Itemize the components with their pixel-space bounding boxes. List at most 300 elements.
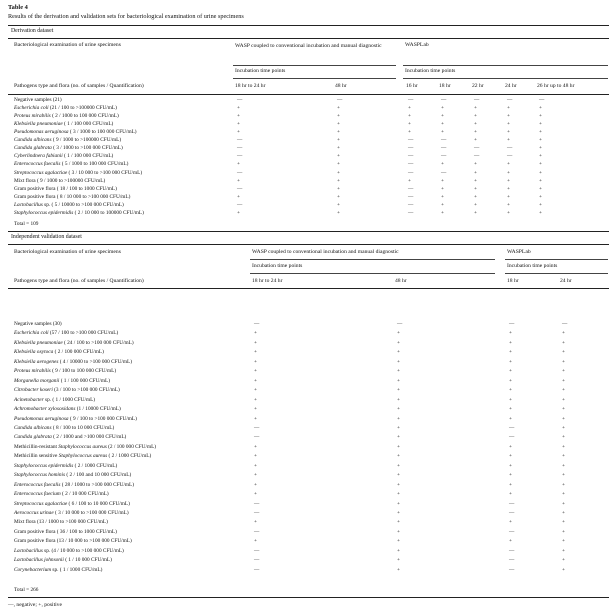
validation-result-cell: + (509, 415, 512, 422)
validation-row-label-part: Escherichia coli (14, 330, 49, 337)
derivation-result-cell: + (408, 177, 411, 184)
validation-result-cell: + (562, 396, 565, 403)
derivation-result-cell: + (337, 201, 340, 208)
derivation-total: Total = 109 (14, 221, 39, 227)
validation-result-cell: — (254, 510, 260, 516)
derivation-result-cell: + (237, 209, 240, 216)
validation-result-cell: + (562, 406, 565, 413)
validation-result-cell: + (254, 462, 257, 469)
validation-result-cell: + (562, 462, 565, 469)
derivation-row-label-part: ( 3 / 1000 to 100 000 CFU/mL) (68, 129, 137, 136)
derivation-result-cell: + (539, 145, 542, 152)
derivation-result-cell: + (441, 185, 444, 192)
validation-col-header-0: 18 hr to 24 hr (252, 278, 283, 284)
derivation-row-label (14, 179, 105, 184)
validation-result-cell: + (397, 519, 400, 526)
validation-row-label-part: Candida albicans (14, 424, 52, 431)
validation-result-cell: + (509, 472, 512, 479)
validation-row-label (14, 483, 134, 488)
validation-row-label-part: Klebsiella oxytoca (14, 349, 54, 356)
derivation-result-cell: + (441, 161, 444, 168)
derivation-result-cell: + (337, 105, 340, 112)
validation-result-cell: — (254, 547, 260, 554)
derivation-row-label (14, 114, 119, 119)
validation-row-label (14, 369, 116, 374)
validation-row-label-part: sp. ( 1 / 1000 CFU/mL) (43, 396, 96, 403)
validation-result-cell: + (562, 330, 565, 337)
derivation-col-header-2: 16 hr (406, 83, 418, 89)
validation-result-cell: + (397, 462, 400, 469)
validation-row-label-part: Achromobacter xylosoxidans (14, 406, 76, 413)
derivation-result-cell: — (441, 169, 447, 176)
validation-result-cell: + (397, 491, 400, 498)
validation-result-cell: + (509, 339, 512, 346)
derivation-result-cell: — (237, 137, 243, 144)
derivation-result-cell: + (507, 193, 510, 200)
validation-col-header-1: 48 hr (395, 278, 407, 284)
validation-result-cell: — (397, 321, 403, 327)
derivation-result-cell: + (337, 137, 340, 144)
validation-row-label (14, 473, 131, 478)
derivation-row-label-part: Lactobacillus (14, 201, 43, 208)
validation-row-label-part: Gram positive flora (13 / 10 000 to >100 000 CFU/mL) (14, 538, 132, 545)
validation-result-cell: + (397, 358, 400, 365)
derivation-row-label-part: Cyberlindnera fabianii (14, 153, 63, 160)
validation-row-label (14, 464, 117, 469)
derivation-result-cell: + (474, 129, 477, 136)
validation-total: Total = 266 (14, 587, 39, 593)
derivation-row-label (14, 162, 128, 167)
derivation-row-label-part: Proteus mirabilis (14, 113, 51, 120)
validation-result-cell: + (397, 368, 400, 375)
derivation-row-label-part: ( 9 / 1000 to >100000 CFU/mL) (51, 137, 122, 144)
derivation-result-cell: + (507, 177, 510, 184)
derivation-result-cell: + (337, 113, 340, 120)
validation-result-cell: — (509, 500, 515, 507)
validation-result-cell: + (397, 415, 400, 422)
validation-result-cell: + (254, 538, 257, 545)
validation-result-cell: + (562, 415, 565, 422)
validation-row-label-part: (57 / 100 to >100 000 CFU/mL) (48, 330, 119, 337)
validation-result-cell: + (562, 528, 565, 535)
validation-result-cell: + (397, 339, 400, 346)
validation-result-cell: + (397, 566, 400, 573)
validation-result-cell: + (397, 481, 400, 488)
validation-row-label-part: Corynebacterium (14, 566, 52, 573)
derivation-row-label-part: Candida albicans (14, 137, 52, 144)
validation-result-cell: + (509, 368, 512, 375)
derivation-result-cell: + (539, 177, 542, 184)
derivation-result-cell: + (507, 209, 510, 216)
derivation-result-cell: + (441, 129, 444, 136)
validation-result-cell: — (509, 557, 515, 564)
derivation-row-label-part: (21 / 100 to >100000 CFU/mL) (48, 105, 117, 112)
validation-row-label (14, 568, 102, 573)
validation-row-label-part: ( 6 / 100 to 10 000 CFU/mL) (67, 500, 130, 507)
validation-result-cell: + (397, 406, 400, 413)
derivation-result-cell: + (237, 105, 240, 112)
derivation-title: Derivation dataset (11, 28, 54, 34)
derivation-wasplab-rule (403, 65, 608, 66)
derivation-result-cell: — (474, 145, 480, 152)
validation-result-cell: + (254, 377, 257, 384)
derivation-row-label (14, 187, 117, 192)
derivation-row-label-part: Streptococcus agalactiae (14, 169, 68, 176)
derivation-result-cell: — (441, 97, 447, 103)
derivation-result-cell: — (507, 153, 513, 160)
derivation-result-cell: — (539, 97, 545, 103)
derivation-row-label-part: sp. ( 5 / 10000 to >100 000 CFU/mL) (42, 201, 124, 208)
validation-row-label-part: Staphylococcus hominis (14, 472, 66, 479)
validation-result-cell: — (509, 424, 515, 431)
rule-section-2 (8, 244, 609, 245)
validation-result-cell: — (254, 528, 260, 535)
validation-row-label (14, 549, 124, 554)
validation-row-label-part: ( 28 / 1000 to >100 000 CFU/mL) (60, 481, 135, 488)
validation-row-label-part: Citrobacter koseri (14, 387, 53, 394)
validation-result-cell: + (562, 443, 565, 450)
validation-row-label (14, 539, 132, 544)
validation-result-cell: + (562, 566, 565, 573)
validation-row-label-part: Enterococcus faecium (14, 491, 61, 498)
derivation-result-cell: + (539, 193, 542, 200)
validation-result-cell: + (397, 538, 400, 545)
derivation-wasplab-header: WASPLab (405, 42, 429, 48)
derivation-result-cell: + (539, 153, 542, 160)
validation-result-cell: — (509, 434, 515, 441)
derivation-result-cell: + (441, 177, 444, 184)
derivation-col-header-4: 22 hr (472, 83, 484, 89)
derivation-result-cell: + (507, 161, 510, 168)
derivation-result-cell: + (237, 177, 240, 184)
validation-result-cell: + (397, 500, 400, 507)
derivation-row-label-part: ( 2 / 10 000 to 100000 CFU/mL) (73, 209, 144, 216)
derivation-result-cell: — (408, 137, 414, 144)
validation-row-label (14, 511, 129, 516)
derivation-result-cell: — (237, 145, 243, 152)
derivation-result-cell: + (507, 105, 510, 112)
validation-row-label (14, 520, 108, 525)
validation-row-label-part: Aerococcus urinae (14, 510, 54, 516)
validation-row-label (14, 398, 95, 403)
derivation-result-cell: — (408, 145, 414, 152)
validation-result-cell: — (254, 434, 260, 441)
derivation-result-cell: + (539, 161, 542, 168)
derivation-result-cell: + (507, 129, 510, 136)
derivation-row-label-part: Staphylococcus epidermidis (14, 209, 74, 216)
derivation-result-cell: + (474, 177, 477, 184)
validation-wasp-header: WASP coupled to conventional incubation and manual diagnostic (252, 249, 399, 255)
derivation-row-label-part: ( 1 / 100 000 CFU/mL) (62, 153, 114, 160)
derivation-result-cell: — (441, 137, 447, 144)
validation-result-cell: — (562, 321, 568, 327)
validation-row-label-part: Streptococcus agalactiae (14, 500, 68, 507)
validation-result-cell: + (509, 519, 512, 526)
validation-result-cell: + (562, 519, 565, 526)
validation-row-label (14, 530, 117, 535)
derivation-result-cell: + (507, 137, 510, 144)
validation-result-cell: — (509, 528, 515, 535)
validation-row-label (14, 341, 134, 346)
derivation-result-cell: + (474, 161, 477, 168)
validation-result-cell: — (254, 566, 260, 573)
validation-row-label (14, 350, 104, 355)
derivation-result-cell: + (539, 185, 542, 192)
validation-result-cell: + (509, 396, 512, 403)
validation-row-label-part: sp. (4 / 10 000 to >100 000 CFU/mL) (42, 547, 124, 554)
validation-row-label-part: Staphylococcus epidermidis (14, 462, 74, 469)
derivation-result-cell: + (237, 161, 240, 168)
derivation-row-label (14, 106, 117, 111)
derivation-row-label (14, 211, 144, 216)
validation-result-cell: + (509, 443, 512, 450)
validation-wasplab-rule (505, 259, 608, 260)
validation-wasp-rule (250, 259, 495, 260)
validation-result-cell: + (254, 358, 257, 365)
derivation-row-label-part: ( 2 / 1000 to 100 000 CFU/mL) (50, 113, 119, 120)
validation-row-label-part: Acinetobacter (14, 396, 44, 403)
derivation-row-label-part: ( 3 / 10 000 to >100 000 CFU/mL) (67, 169, 143, 176)
derivation-row-label (14, 203, 124, 208)
derivation-row-label-part: Mixt flora ( 9 / 1000 to >100000 CFU/mL) (14, 177, 106, 184)
derivation-result-cell: — (408, 209, 414, 216)
validation-row-label-part: ( 3 / 10 000 to >100 000 CFU/mL) (53, 510, 129, 516)
validation-row-label-part: Lactobacillus (14, 547, 43, 554)
validation-result-cell: + (254, 406, 257, 413)
derivation-result-cell: + (408, 105, 411, 112)
validation-row-label (14, 426, 114, 431)
derivation-result-cell: + (337, 161, 340, 168)
derivation-pathogen-header: Pathogens type and flora (no. of samples / Quantification) (14, 83, 144, 89)
validation-row-label-part: Candida glabrata (14, 434, 52, 441)
validation-row-label-part: Enterococcus faecalis (14, 481, 61, 488)
validation-result-cell: + (562, 434, 565, 441)
derivation-result-cell: + (539, 169, 542, 176)
validation-row-label-part: ( 2 / 1000 CFU/mL) (107, 453, 152, 460)
validation-result-cell: + (562, 510, 565, 516)
validation-row-label-part: ( 2 / 1000 CFU/mL) (73, 462, 118, 469)
validation-row-label-part: Staphylococcus aureus (58, 443, 107, 450)
validation-result-cell: — (254, 557, 260, 564)
validation-row-label-part: Klebsiella pneumoniae (14, 339, 63, 346)
derivation-row-label-part: Gram positive flora ( 18 / 100 to 1000 CFU/mL) (14, 185, 117, 192)
validation-result-cell: + (397, 557, 400, 564)
validation-row-label (14, 492, 109, 497)
derivation-result-cell: — (441, 153, 447, 160)
validation-row-label (14, 407, 121, 412)
derivation-result-cell: — (474, 97, 480, 103)
derivation-result-cell: + (507, 201, 510, 208)
derivation-row-label-part: Enterococcus faecalis (14, 161, 61, 168)
derivation-result-cell: + (337, 177, 340, 184)
table-caption: Results of the derivation and validation sets for bacteriological examination of urine specimens (8, 13, 244, 20)
validation-result-cell: — (254, 321, 260, 327)
validation-row-label-part: ( 2 / 100 000 CFU/mL) (53, 349, 104, 356)
validation-result-cell: + (397, 528, 400, 535)
derivation-result-cell: + (441, 201, 444, 208)
validation-pathogen-header: Pathogens type and flora (no. of samples / Quantification) (14, 278, 144, 284)
derivation-result-cell: — (408, 201, 414, 208)
derivation-result-cell: — (237, 97, 243, 103)
validation-row-label (14, 558, 112, 563)
derivation-row-label (14, 98, 62, 103)
derivation-row-header: Bacteriological examination of urine specimens (14, 42, 121, 48)
validation-result-cell: + (254, 481, 257, 488)
validation-row-label-part: (3 / 100 to >100 000 CFU/mL) (52, 387, 120, 394)
validation-result-cell: + (562, 538, 565, 545)
validation-row-label-part: Lactobacillus johnsonii (14, 557, 64, 564)
derivation-result-cell: + (337, 185, 340, 192)
validation-result-cell: + (562, 453, 565, 460)
derivation-result-cell: — (408, 97, 414, 103)
validation-row-label-part: Morganella morganii (14, 377, 60, 384)
validation-result-cell: + (562, 349, 565, 356)
validation-result-cell: — (509, 566, 515, 573)
validation-result-cell: + (254, 349, 257, 356)
validation-result-cell: + (397, 330, 400, 337)
derivation-col-header-0: 18 hr to 24 hr (235, 83, 266, 89)
validation-result-cell: + (254, 472, 257, 479)
validation-row-label-part: ( 1 / 10 000 CFU/mL) (63, 557, 112, 564)
derivation-row-label (14, 122, 113, 127)
derivation-result-cell: + (237, 129, 240, 136)
derivation-row-label (14, 146, 123, 151)
validation-result-cell: + (397, 472, 400, 479)
derivation-result-cell: + (441, 105, 444, 112)
derivation-result-cell: + (507, 169, 510, 176)
validation-row-label-part: Methicillin sensitive (14, 453, 59, 460)
derivation-result-cell: + (337, 169, 340, 176)
derivation-result-cell: + (474, 193, 477, 200)
derivation-result-cell: + (539, 121, 542, 128)
derivation-result-cell: + (337, 121, 340, 128)
derivation-result-cell: + (539, 129, 542, 136)
validation-result-cell: + (562, 472, 565, 479)
validation-result-cell: + (509, 387, 512, 394)
derivation-result-cell: + (539, 201, 542, 208)
derivation-row-label-part: ( 1 / 100 000 CFU/mL) (62, 121, 114, 128)
validation-row-label (14, 331, 118, 336)
validation-row-label-part: ( 9 / 100 to >100 000 CFU/mL) (68, 415, 137, 422)
derivation-result-cell: + (539, 137, 542, 144)
validation-row-label (14, 445, 156, 450)
validation-row-label-part: ( 2 / 100 and 10 000 CFU/mL) (65, 472, 132, 479)
derivation-result-cell: + (474, 137, 477, 144)
validation-result-cell: — (254, 424, 260, 431)
validation-result-cell: + (562, 500, 565, 507)
validation-result-cell: + (254, 491, 257, 498)
validation-wasplab-rule-2 (505, 273, 608, 274)
validation-row-label-part: Pseudomonas aeruginosa (14, 415, 69, 422)
validation-row-label-part: ( 9 / 100 to 100 000 CFU/mL) (50, 368, 117, 375)
derivation-col-header-5: 24 hr (505, 83, 517, 89)
derivation-row-label-part: Negative samples (21) (14, 97, 62, 103)
validation-row-label-part: Mixt flora (13 / 1000 to >100 000 CFU/mL) (14, 519, 108, 526)
validation-wasplab-header: WASPLab (507, 249, 531, 255)
derivation-result-cell: — (408, 169, 414, 176)
derivation-result-cell: — (408, 185, 414, 192)
validation-result-cell: + (397, 387, 400, 394)
validation-result-cell: + (509, 538, 512, 545)
derivation-result-cell: + (539, 113, 542, 120)
validation-row-label (14, 502, 130, 507)
validation-result-cell: + (397, 547, 400, 554)
validation-row-label (14, 379, 110, 384)
validation-row-label-part: Klebsiella aerogenes (14, 358, 59, 365)
derivation-result-cell: — (408, 161, 414, 168)
validation-result-cell: + (509, 349, 512, 356)
validation-result-cell: — (509, 321, 515, 327)
derivation-result-cell: + (474, 121, 477, 128)
derivation-row-label-part: Escherichia coli (14, 105, 49, 112)
validation-result-cell: + (254, 443, 257, 450)
derivation-result-cell: — (237, 185, 243, 192)
derivation-row-label-part: Gram positive flora ( 8 / 10 000 to >100 000 CFU/mL) (14, 193, 131, 200)
validation-result-cell: + (562, 339, 565, 346)
derivation-result-cell: + (507, 113, 510, 120)
derivation-result-cell: + (507, 121, 510, 128)
derivation-row-label (14, 195, 130, 200)
validation-result-cell: + (254, 519, 257, 526)
validation-row-label (14, 360, 132, 365)
validation-result-cell: + (397, 377, 400, 384)
derivation-result-cell: + (237, 113, 240, 120)
derivation-result-cell: + (539, 209, 542, 216)
validation-row-label (14, 435, 126, 440)
validation-result-cell: + (562, 547, 565, 554)
derivation-result-cell: + (441, 209, 444, 216)
validation-result-cell: + (509, 453, 512, 460)
derivation-row-label (14, 138, 121, 143)
derivation-row-label-part: Klebsiella pneumoniae (14, 121, 63, 128)
derivation-row-label (14, 130, 137, 135)
validation-row-label-part: Gram positive flora ( 36 / 100 to 1000 CFU/mL) (14, 528, 117, 535)
derivation-row-label (14, 171, 142, 176)
validation-row-label-part: ( 8 / 100 to 10 000 CFU/mL) (51, 424, 115, 431)
validation-result-cell: + (562, 368, 565, 375)
validation-result-cell: + (562, 358, 565, 365)
validation-result-cell: + (397, 434, 400, 441)
rule-top (8, 25, 609, 26)
validation-result-cell: + (509, 462, 512, 469)
validation-result-cell: + (562, 377, 565, 384)
validation-row-label-part: Staphylococcus aureus (58, 453, 108, 460)
derivation-result-cell: + (507, 185, 510, 192)
derivation-result-cell: — (408, 193, 414, 200)
derivation-header-rule (8, 94, 609, 95)
derivation-result-cell: — (474, 153, 480, 160)
derivation-wasp-incubation: Incubation time points (235, 68, 286, 74)
validation-row-label (14, 322, 62, 327)
validation-result-cell: + (562, 491, 565, 498)
validation-col-header-3: 24 hr (560, 278, 572, 284)
validation-result-cell: + (509, 330, 512, 337)
derivation-result-cell: + (474, 169, 477, 176)
validation-result-cell: + (254, 339, 257, 346)
validation-wasp-rule-2 (250, 273, 495, 274)
validation-row-label-part: ( 4 / 10000 to >100 000 CFU/mL) (58, 358, 133, 365)
validation-row-label (14, 388, 120, 393)
table-label: Table 4 (8, 4, 28, 11)
validation-result-cell: — (509, 510, 515, 516)
derivation-result-cell: — (337, 97, 343, 103)
table-footnote: —, negative; +, positive (8, 602, 62, 608)
derivation-row-label-part: Candida glabrata (14, 145, 52, 152)
derivation-result-cell: + (441, 193, 444, 200)
derivation-wasp-rule (233, 65, 396, 66)
derivation-result-cell: + (441, 113, 444, 120)
derivation-result-cell: + (408, 113, 411, 120)
